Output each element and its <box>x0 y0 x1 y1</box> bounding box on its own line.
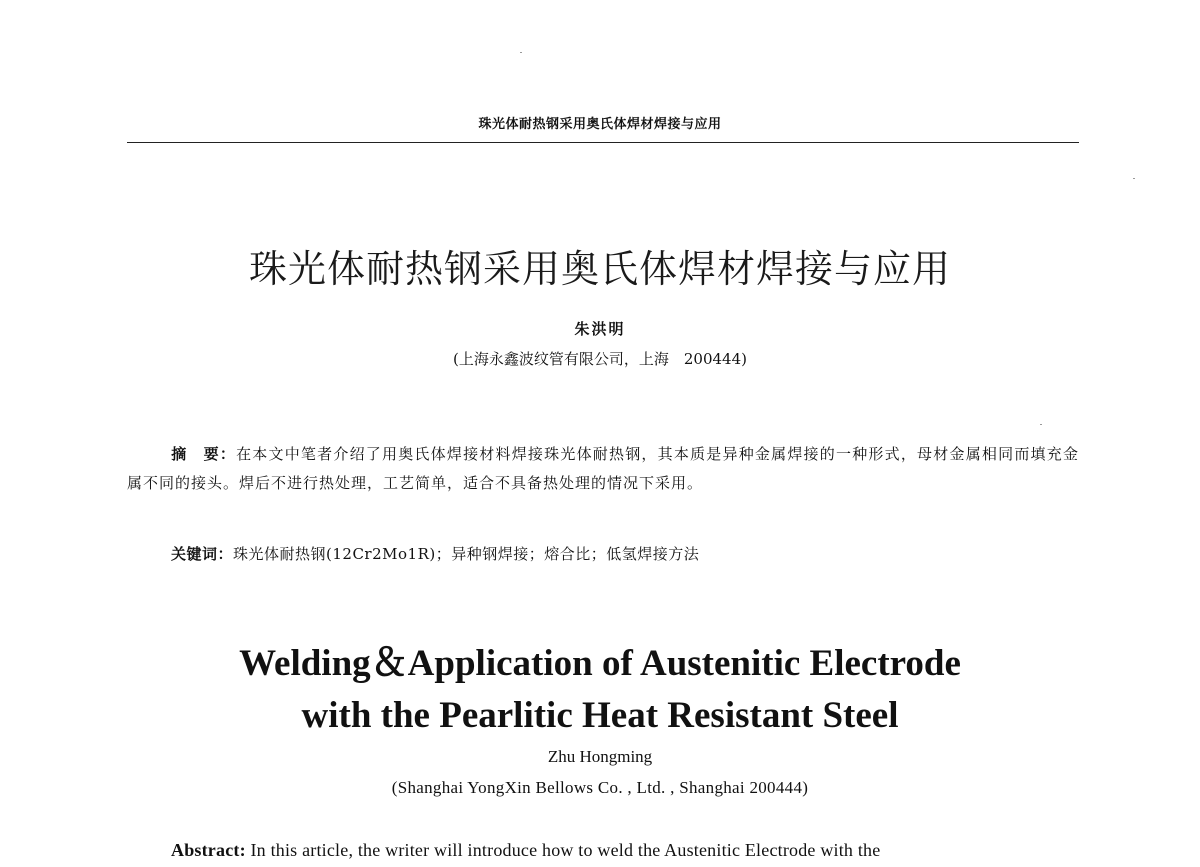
scan-speck <box>520 52 522 53</box>
english-title-line-1: Welding＆Application of Austenitic Electrode <box>239 643 961 684</box>
english-title-line-2: with the Pearlitic Heat Resistant Steel <box>301 695 899 736</box>
chinese-abstract-text: 在本文中笔者介绍了用奥氏体焊接材料焊接珠光体耐热钢，其本质是异种金属焊接的一种形式，母材金属相同而填充金属不同的接头。焊后不进行热处理，工艺简单，适合不具备热处理的情况下采用。 <box>127 445 1079 492</box>
scan-speck <box>1133 178 1135 179</box>
running-header: 珠光体耐热钢采用奥氏体焊材焊接与应用 <box>478 117 722 132</box>
chinese-keywords <box>171 543 1071 564</box>
english-affiliation: (Shanghai YongXin Bellows Co. , Ltd. , Shanghai 200444) <box>391 778 809 797</box>
english-abstract-text: In this article, the writer will introduce how to weld the Austenitic Electrode with the <box>245 840 881 860</box>
english-author: Zhu Hongming <box>547 747 653 766</box>
chinese-keywords-label: 关键词： <box>171 545 234 563</box>
english-title <box>0 638 1200 742</box>
english-abstract-label: Abstract: <box>171 840 246 860</box>
header-rule <box>127 142 1079 143</box>
chinese-affiliation: (上海永鑫波纹管有限公司，上海 200444) <box>453 350 747 368</box>
chinese-abstract-label: 摘 要： <box>171 445 237 463</box>
scan-speck <box>1040 424 1042 425</box>
chinese-title: 珠光体耐热钢采用奥氏体焊材焊接与应用 <box>248 247 951 291</box>
chinese-abstract <box>127 440 1079 498</box>
chinese-keywords-text: 珠光体耐热钢(12Cr2Mo1R)；异种钢焊接；熔合比；低氢焊接方法 <box>233 545 700 563</box>
chinese-author: 朱洪明 <box>574 320 626 338</box>
english-abstract <box>171 840 1091 861</box>
